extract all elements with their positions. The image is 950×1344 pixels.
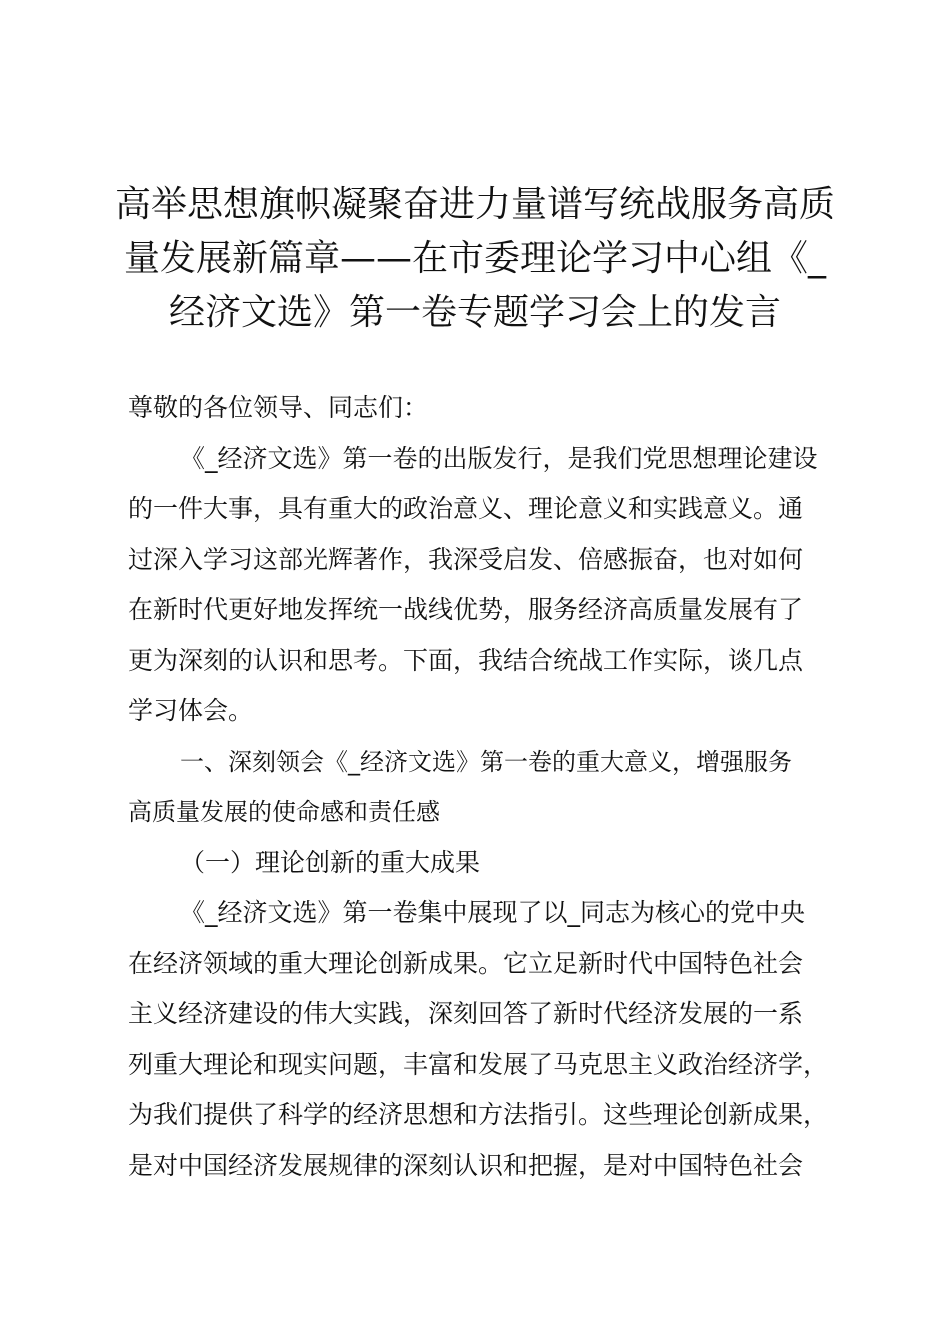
document-body bbox=[128, 383, 838, 1191]
paragraph-line: 在经济领域的重大理论创新成果。它立足新时代中国特色社会 bbox=[128, 948, 804, 978]
paragraph-theory bbox=[128, 888, 838, 1191]
paragraph-line: 更为深刻的认识和思考。下面，我结合统战工作实际，谈几点 bbox=[128, 645, 804, 675]
paragraph-line: 过深入学习这部光辉著作，我深受启发、倍感振奋，也对如何 bbox=[128, 544, 804, 574]
paragraph-line: 为我们提供了科学的经济思想和方法指引。这些理论创新成果， bbox=[128, 1100, 829, 1129]
section-heading-line: 高质量发展的使命感和责任感 bbox=[128, 798, 440, 826]
title-line: 高举思想旗帜凝聚奋进力量谱写统战服务高质 bbox=[114, 184, 835, 225]
subsection-heading-1: （一）理论创新的重大成果 bbox=[180, 847, 481, 877]
paragraph-line: 的一件大事，具有重大的政治意义、理论意义和实践意义。通 bbox=[128, 494, 804, 523]
paragraph-line: 列重大理论和现实问题，丰富和发展了马克思主义政治经济学， bbox=[128, 1049, 829, 1079]
title-line: 量发展新篇章——在市委理论学习中心组《_ bbox=[123, 238, 826, 279]
document-title bbox=[100, 178, 850, 340]
paragraph-line: 在新时代更好地发挥统一战线优势，服务经济高质量发展有了 bbox=[128, 595, 804, 624]
section-heading-1 bbox=[128, 737, 838, 838]
salutation: 尊敬的各位领导、同志们： bbox=[128, 393, 429, 422]
paragraph-line: 《_经济文选》第一卷集中展现了以_同志为核心的党中央 bbox=[180, 898, 806, 927]
paragraph-line: 《_经济文选》第一卷的出版发行，是我们党思想理论建设 bbox=[180, 443, 818, 473]
section-heading-line: 一、深刻领会《_经济文选》第一卷的重大意义，增强服务 bbox=[180, 747, 792, 776]
paragraph-line: 主义经济建设的伟大实践，深刻回答了新时代经济发展的一系 bbox=[128, 999, 804, 1028]
paragraph-line: 是对中国经济发展规律的深刻认识和把握，是对中国特色社会 bbox=[128, 1150, 804, 1180]
paragraph-line: 学习体会。 bbox=[128, 696, 254, 725]
title-line: 经济文选》第一卷专题学习会上的发言 bbox=[168, 292, 781, 333]
paragraph-intro bbox=[128, 434, 838, 737]
